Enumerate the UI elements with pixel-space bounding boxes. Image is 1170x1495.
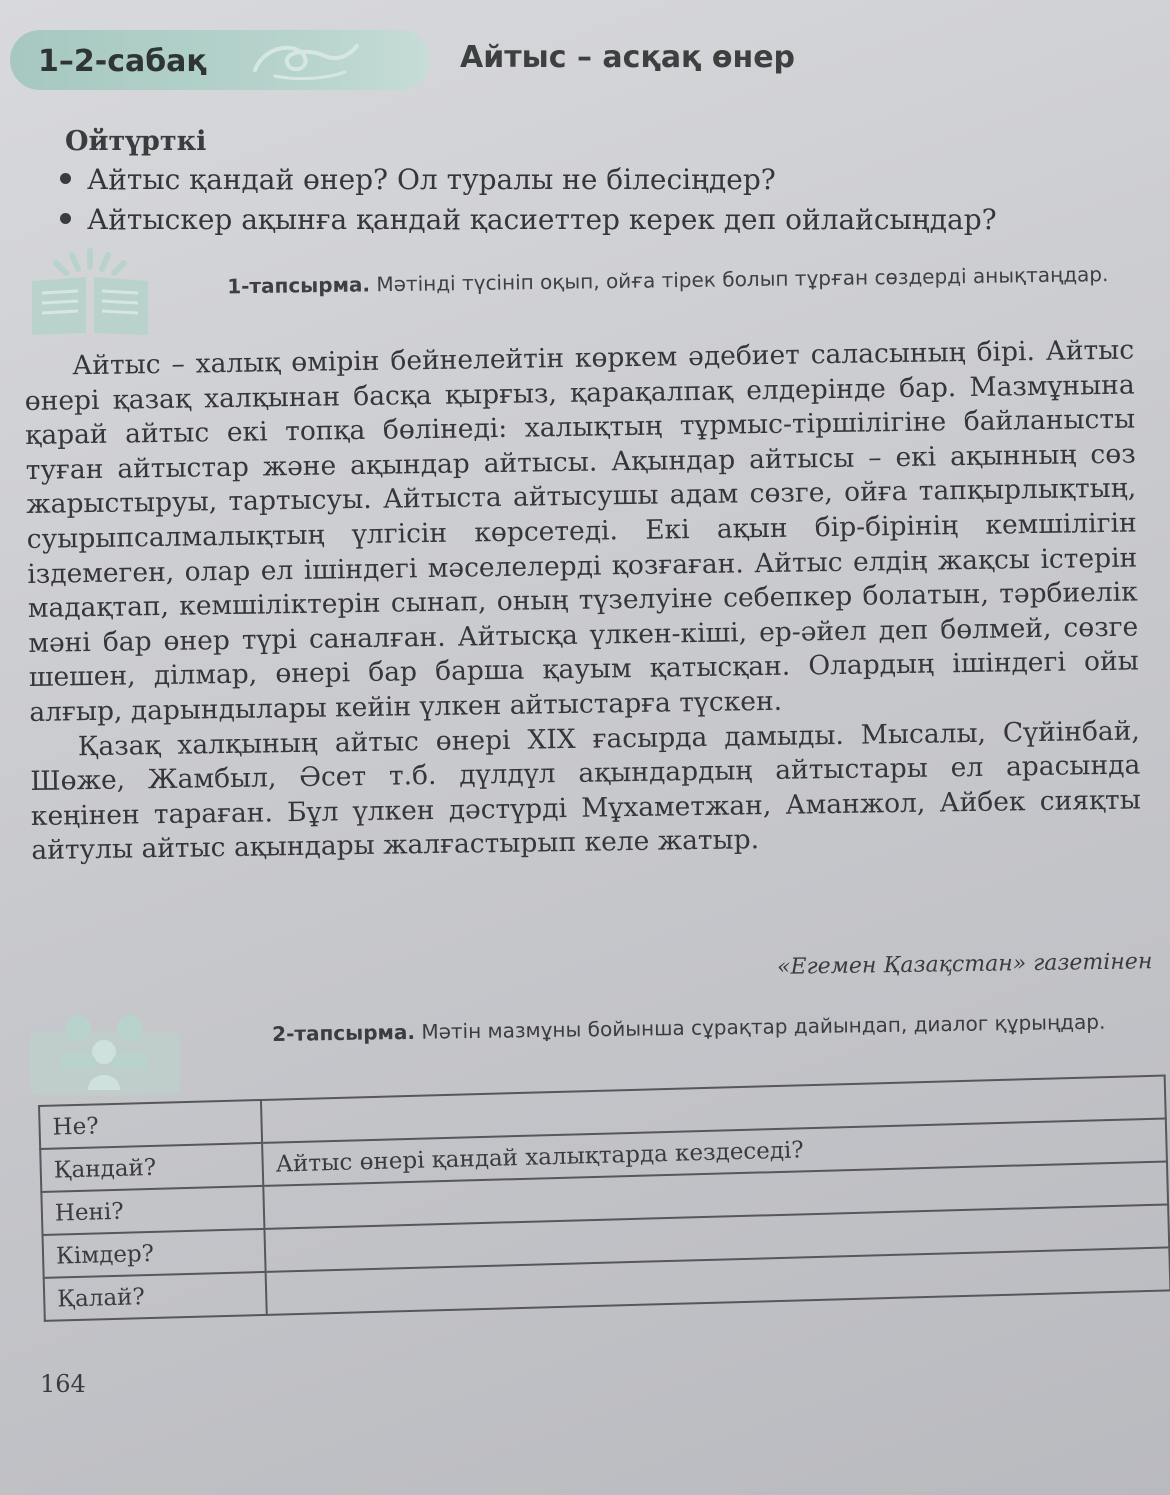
- list-item: [60, 200, 997, 240]
- lesson-number: 1–2-сабақ: [38, 44, 207, 79]
- warmup-heading: Ойтүрткі: [65, 126, 207, 157]
- open-book-icon: [20, 245, 160, 340]
- page-number: 164: [40, 1370, 86, 1398]
- dialogue-people-icon: [30, 1010, 180, 1095]
- paragraph: Айтыс – халық өмірін бейнелейтін көркем әдебиет саласының бірі. Айтыс өнері қазақ халқынан басқа қырғыз, қарақалпақ елдерінде бар. Мазмұнына қарай айтыс екі топқа бөлінеді: халықтың тұрмыс-тіршілігіне байланысты туған айтыстар және ақындар айтысы. Ақындар айтысы – екі ақынның сөз жарыстыруы, тартысуы. Айтыста айтысушы адам сөзге, ойға тапқырлықтың, суырыпсалмалықтың үлгісін көрсетеді. Екі ақын бір-бірінің кемшілігін іздемеген, олар ел ішіндегі мәселелерді қозғаған. Айтыс елдің жақсы істерін мадақтап, кемшіліктерін сынап, оның түзелуіне себепкер болатын, тәрбиелік мәні бар өнер түрі саналған. Айтысқа үлкен-кіші, ер-әйел деп бөлмей, сөзге шешен, ділмар, өнері бар барша қауым қатысқан. Олардың ішіндегі ойы алғыр, дарындылары кейін үлкен айтыстарға түскен.: [24, 334, 1139, 728]
- question-word-cell: Не?: [39, 1100, 262, 1149]
- task-2-text: Мәтін мазмұны бойынша сұрақтар дайындап, диалог құрыңдар.: [421, 1009, 1106, 1044]
- paragraph: Қазақ халқының айтыс өнері XIX ғасырда дамыды. Мысалы, Сүйінбай, Шөже, Жамбыл, Әсет т.б. дүлдүл ақындардың айтыстары ел арасында кеңінен тараған. Бұл үлкен дәстүрді Мұхаметжан, Аманжол, Айбек сияқты айтулы айтыс ақындары жалғастырып келе жатыр.: [30, 715, 1142, 867]
- task-2-instruction: [272, 1010, 1105, 1046]
- task-1-label: 1-тапсырма.: [227, 272, 371, 299]
- task-2-label: 2-тапсырма.: [272, 1019, 416, 1046]
- task-1-instruction: [182, 257, 1132, 304]
- task-1-text: Мәтінді түсініп оқып, ойға тірек болып тұрған сөздерді анықтаңдар.: [376, 262, 1109, 297]
- lesson-title: Айтыс – асқақ өнер: [460, 40, 796, 75]
- ornament-swirl-icon: [245, 36, 365, 84]
- bullet-icon: [60, 213, 71, 224]
- warmup-question: Айтыс қандай өнер? Ол туралы не білесіңдер?: [87, 163, 776, 196]
- question-word-cell: Қалай?: [44, 1272, 267, 1321]
- answer-cell[interactable]: Айтыс өнері қандай халықтарда кездеседі?: [262, 1118, 1167, 1185]
- bullet-icon: [60, 173, 71, 184]
- question-table: [38, 1074, 1170, 1321]
- text-source: «Егемен Қазақстан» газетінен: [776, 949, 1153, 980]
- warmup-questions: [60, 160, 997, 240]
- question-word-cell: Кімдер?: [43, 1229, 266, 1278]
- warmup-question: Айтыскер ақынға қандай қасиеттер керек деп ойлайсыңдар?: [87, 203, 997, 236]
- question-word-cell: Қандай?: [40, 1143, 263, 1192]
- question-word-cell: Нені?: [41, 1186, 264, 1235]
- reading-text: [24, 334, 1142, 869]
- list-item: [60, 160, 997, 200]
